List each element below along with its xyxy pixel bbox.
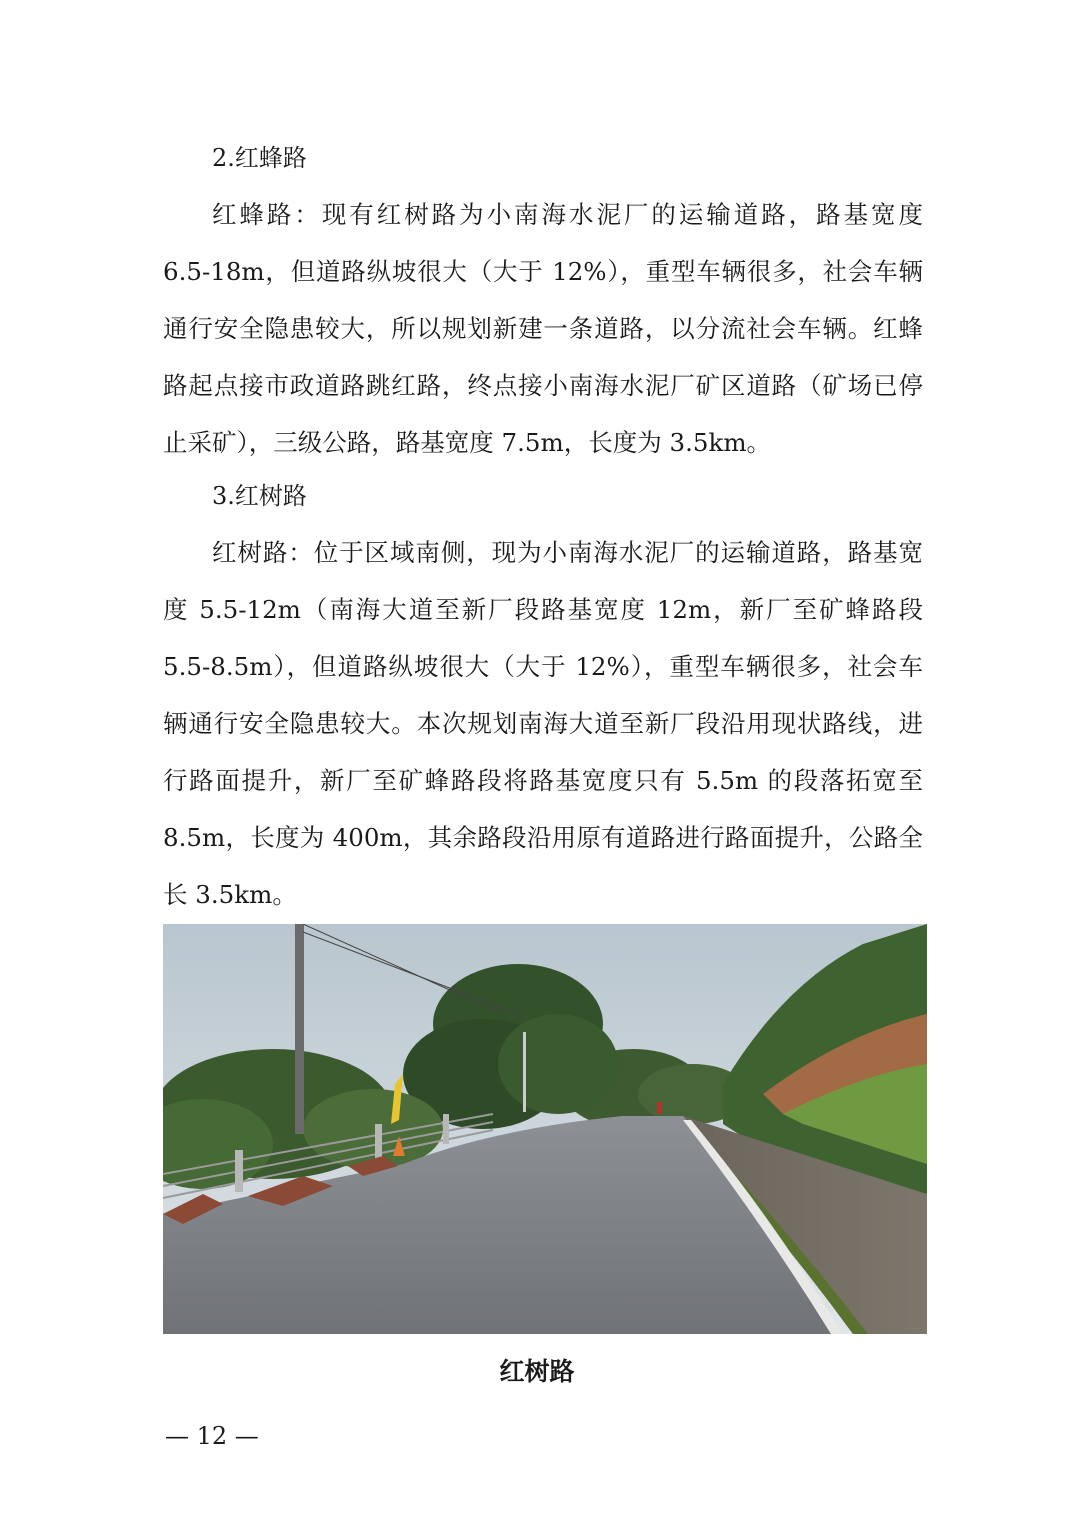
paragraph-line: 路起点接市政道路跳红路，终点接小南海水泥厂矿区道路（矿场已停 [163, 371, 923, 400]
paragraph-line: 行路面提升，新厂至矿蜂路段将路基宽度只有 5.5m 的段落拓宽至 [163, 766, 923, 795]
paragraph-line: 度 5.5-12m（南海大道至新厂段路基宽度 12m，新厂至矿蜂路段 [163, 595, 923, 624]
paragraph-line: 5.5-8.5m），但道路纵坡很大（大于 12%），重型车辆很多，社会车 [163, 652, 923, 681]
section-2-heading: 2.红蜂路 [212, 144, 307, 172]
paragraph-line: 红蜂路：现有红树路为小南海水泥厂的运输道路，路基宽度 [212, 200, 923, 229]
page-number: — 12 — [165, 1422, 259, 1450]
figure-caption: 红树路 [499, 1357, 575, 1386]
road-photo [163, 924, 927, 1334]
paragraph-line: 辆通行安全隐患较大。本次规划南海大道至新厂段沿用现状路线，进 [163, 709, 923, 738]
section-3-heading: 3.红树路 [212, 482, 307, 510]
paragraph-line: 红树路：位于区域南侧，现为小南海水泥厂的运输道路，路基宽 [212, 538, 923, 567]
paragraph-line: 6.5-18m，但道路纵坡很大（大于 12%），重型车辆很多，社会车辆 [163, 257, 923, 286]
paragraph-line: 8.5m，长度为 400m，其余路段沿用原有道路进行路面提升，公路全 [163, 823, 923, 852]
paragraph-line: 长 3.5km。 [163, 880, 297, 909]
paragraph-line: 止采矿），三级公路，路基宽度 7.5m，长度为 3.5km。 [163, 428, 772, 457]
section-3-paragraph [163, 524, 923, 923]
paragraph-line: 通行安全隐患较大，所以规划新建一条道路，以分流社会车辆。红蜂 [163, 314, 923, 343]
section-2-paragraph [163, 186, 923, 471]
